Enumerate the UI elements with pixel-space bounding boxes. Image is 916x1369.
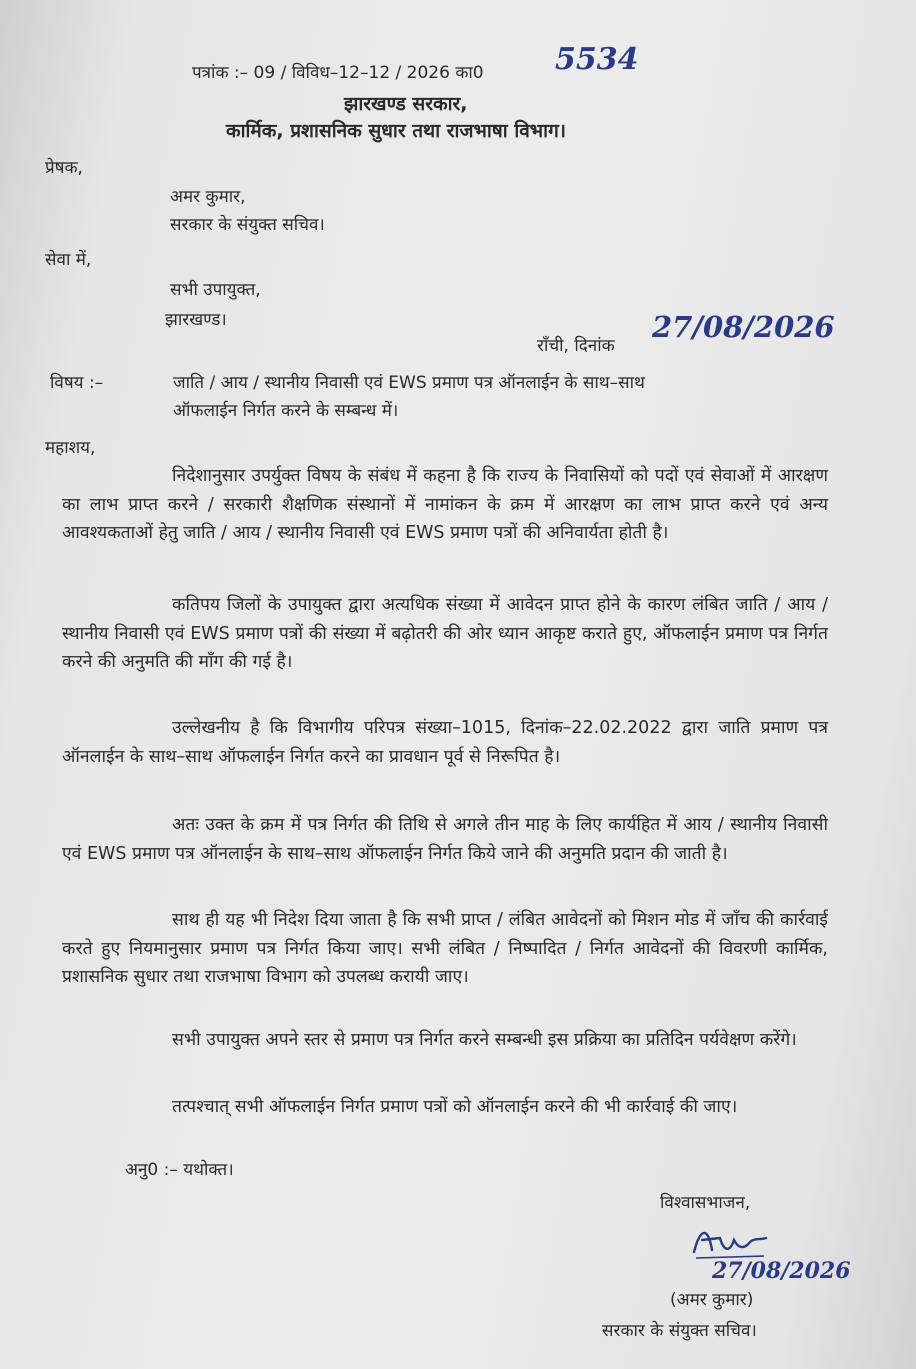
- handwritten-date: 27/08/2026: [652, 310, 835, 344]
- handwritten-dispatch-number: 5534: [555, 42, 639, 77]
- body-paragraph-6: सभी उपायुक्त अपने स्तर से प्रमाण पत्र निर्गत करने सम्बन्धी इस प्रक्रिया का प्रतिदिन पर्यवेक्षण करेंगे।: [172, 1030, 797, 1050]
- closing-text: विश्वासभाजन,: [660, 1193, 751, 1213]
- body-paragraph-5: साथ ही यह भी निदेश दिया जाता है कि सभी प्राप्त / लंबित आवेदनों को मिशन मोड में जाँच की कार्रवाई करते हुए नियमानुसार प्रमाण पत्र निर्गत किया जाए। सभी लंबित / निष्पादित / निर्गत आवेदनों की विवरणी कार्मिक, प्रशासनिक सुधार तथा राजभाषा विभाग को उपलब्ध करायी जाए।: [62, 910, 828, 987]
- signature-mark: [690, 1222, 770, 1262]
- sender-designation: सरकार के संयुक्त सचिव।: [170, 215, 325, 235]
- signatory-name: (अमर कुमार): [670, 1290, 754, 1310]
- government-name: झारखण्ड सरकार,: [344, 93, 468, 115]
- subject-label: विषय :–: [50, 373, 104, 393]
- body-paragraph-1: निदेशानुसार उपर्युक्त विषय के संबंध में कहना है कि राज्य के निवासियों को पदों एवं सेवाओं में आरक्षण का लाभ प्राप्त करने / सरकारी शैक्षणिक संस्थानों में नामांकन के क्रम में आरक्षण का लाभ प्राप्त करने एवं अन्य आवश्यकताओं हेतु जाति / आय / स्थानीय निवासी एवं EWS प्रमाण पत्रों की अनिवार्यता होती है।: [62, 466, 828, 543]
- signatory-designation: सरकार के संयुक्त सचिव।: [602, 1321, 757, 1341]
- sender-name: अमर कुमार,: [170, 187, 246, 207]
- letter-reference: [192, 60, 484, 83]
- reference-number: पत्रांक :– 09 / विविध–12–12 / 2026 का0: [192, 63, 484, 83]
- handwritten-signature-date: 27/08/2026: [712, 1258, 851, 1284]
- subject-line-2: ऑफलाईन निर्गत करने के सम्बन्ध में।: [173, 401, 399, 421]
- recipient-label: सेवा में,: [45, 250, 92, 270]
- recipient-name: सभी उपायुक्त,: [170, 280, 261, 300]
- enclosure-line: अनु0 :– यथोक्त।: [125, 1160, 234, 1180]
- sender-label: प्रेषक,: [45, 158, 83, 178]
- body-paragraph-4: अतः उक्त के क्रम में पत्र निर्गत की तिथि से अगले तीन माह के लिए कार्यहित में आय / स्थानीय निवासी एवं EWS प्रमाण पत्र ऑनलाईन के साथ–साथ ऑफलाईन निर्गत किये जाने की अनुमति प्रदान की जाती है।: [62, 815, 828, 864]
- body-paragraph-7: तत्पश्चात् सभी ऑफलाईन निर्गत प्रमाण पत्रों को ऑनलाईन करने की भी कार्रवाई की जाए।: [172, 1097, 738, 1117]
- recipient-place: झारखण्ड।: [165, 310, 227, 330]
- salutation: महाशय,: [45, 438, 96, 458]
- body-paragraph-3: उल्लेखनीय है कि विभागीय परिपत्र संख्या–1015, दिनांक–22.02.2022 द्वारा जाति प्रमाण पत्र ऑनलाईन के साथ–साथ ऑफलाईन निर्गत करने का प्रावधान पूर्व से निरूपित है।: [62, 718, 828, 767]
- department-name: कार्मिक, प्रशासनिक सुधार तथा राजभाषा विभाग।: [226, 120, 566, 142]
- body-paragraph-2: कतिपय जिलों के उपायुक्त द्वारा अत्यधिक संख्या में आवेदन प्राप्त होने के कारण लंबित जाति / आय / स्थानीय निवासी एवं EWS प्रमाण पत्रों की संख्या में बढ़ोतरी की ओर ध्यान आकृष्ट कराते हुए, ऑफलाईन प्रमाण पत्र निर्गत करने की अनुमति की माँग की गई है।: [62, 595, 828, 672]
- subject-line-1: जाति / आय / स्थानीय निवासी एवं EWS प्रमाण पत्र ऑनलाईन के साथ–साथ: [173, 373, 645, 393]
- place-date-label: राँची, दिनांक: [537, 336, 615, 356]
